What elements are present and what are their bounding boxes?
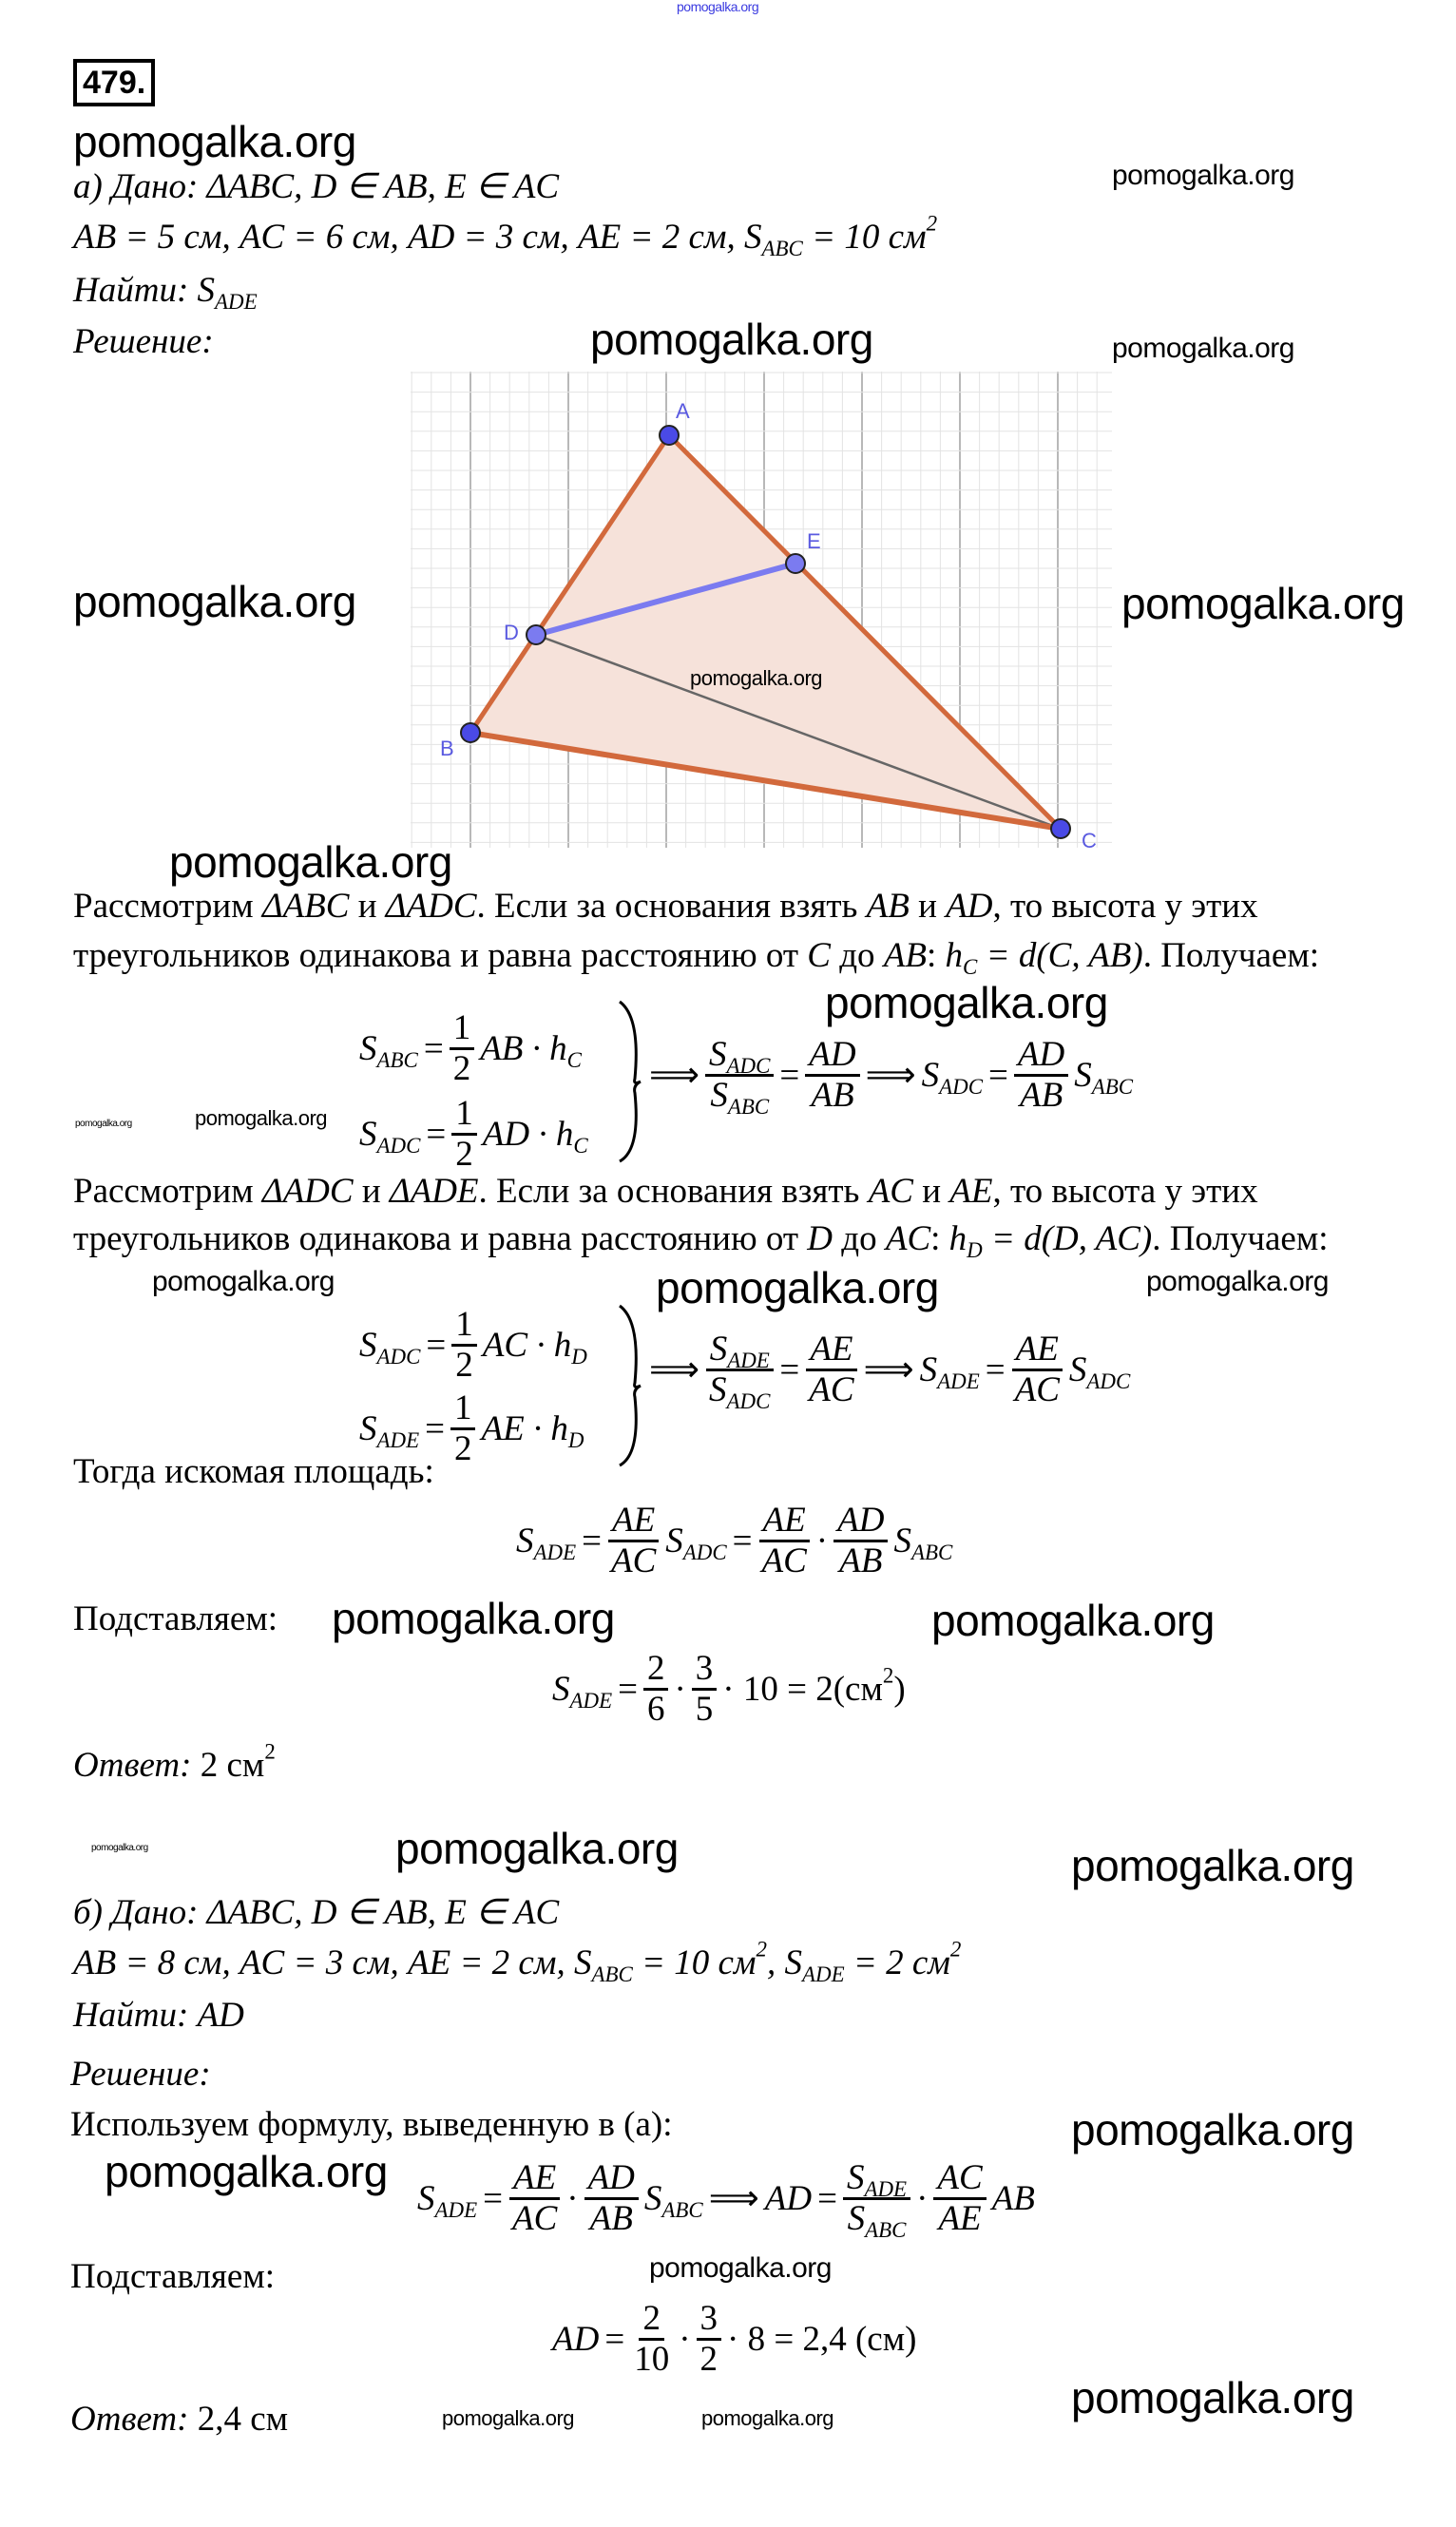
fraction <box>705 1035 774 1119</box>
substitute-label-b: Подставляем: <box>70 2257 276 2296</box>
given-label: б) Дано: <box>73 1893 199 1932</box>
watermark: pomogalka.org <box>395 1824 679 1873</box>
point-c <box>1051 819 1070 838</box>
implies: ⟹ <box>708 2179 759 2219</box>
brace-icon <box>616 1302 644 1468</box>
answer-value: 2 см <box>191 1746 265 1785</box>
implies: ⟹ <box>863 1350 914 1390</box>
dot: · <box>674 1669 686 1709</box>
given-text: ΔABC, D ∈ AB, E ∈ AC <box>206 167 560 206</box>
equals: = <box>732 1521 753 1560</box>
formula-s-abc <box>356 1009 584 1088</box>
fraction <box>451 1306 477 1385</box>
denominator: 10 <box>634 2339 670 2379</box>
subscript: ADE <box>569 1688 613 1713</box>
denominator: AB <box>1019 1075 1063 1115</box>
denominator: 5 <box>695 1689 714 1729</box>
watermark: pomogalka.org <box>195 1106 328 1130</box>
implies: ⟹ <box>649 1056 700 1096</box>
denominator: AB <box>589 2198 633 2238</box>
text: треугольников одинакова и равна расстоянию от <box>73 936 808 975</box>
text: и <box>353 1172 390 1211</box>
equals: = <box>779 1350 800 1389</box>
denominator: 2 <box>455 1134 473 1174</box>
subscript: ADE <box>864 2177 908 2202</box>
subscript: ADC <box>376 1133 421 1158</box>
math: AD <box>764 2178 813 2218</box>
dot: · <box>815 1521 829 1560</box>
fraction <box>607 1502 660 1580</box>
numerator: 1 <box>450 1009 475 1050</box>
equals: = <box>483 2178 503 2218</box>
watermark: pomogalka.org <box>656 1263 939 1312</box>
subscript: ADC <box>726 1388 771 1413</box>
math: ΔABC <box>261 887 350 926</box>
point-d <box>527 625 546 644</box>
fraction <box>705 1330 774 1413</box>
denominator: AC <box>809 1369 854 1409</box>
find-label: Найти: <box>73 271 189 310</box>
subscript: C <box>566 1047 582 1072</box>
dot: · <box>916 2178 929 2218</box>
superscript: 2 <box>949 1937 962 1962</box>
fraction <box>933 2159 986 2238</box>
fraction <box>805 1331 857 1409</box>
superscript: 2 <box>926 211 938 236</box>
numerator: AD <box>805 1036 859 1077</box>
answer-label: Ответ: <box>70 2400 189 2439</box>
formula-substituted-b <box>549 2300 919 2379</box>
denominator: AB <box>811 1075 854 1115</box>
equals: = <box>779 1055 800 1095</box>
numerator: AE <box>806 1331 856 1371</box>
numerator: 3 <box>697 2300 722 2341</box>
symbol: S <box>893 1521 911 1560</box>
math: h <box>945 936 964 975</box>
subscript: ABC <box>591 1962 633 1987</box>
symbol: S <box>643 2178 662 2218</box>
values-text: AB = 8 см, AC = 3 см, AE = 2 см, S <box>73 1943 592 1982</box>
watermark: pomogalka.org <box>1071 2373 1354 2422</box>
values-text: = 10 см <box>632 1943 757 1982</box>
problem-number: 479. <box>73 59 155 106</box>
numerator: 3 <box>692 1650 718 1691</box>
math: ) <box>893 1669 906 1709</box>
fraction <box>1014 1036 1068 1115</box>
subscript: ABC <box>761 237 803 261</box>
subscript: ADC <box>682 1540 727 1564</box>
symbol: S <box>1074 1055 1092 1095</box>
formula-s-adc <box>356 1095 591 1174</box>
text: . Если за основания взять <box>478 1172 869 1211</box>
part-b-solution-label: Решение: <box>70 2055 211 2094</box>
symbol: S <box>709 1035 727 1074</box>
subscript: ADE <box>533 1540 577 1564</box>
fraction <box>697 2300 722 2379</box>
symbol: S <box>709 1369 727 1409</box>
subscript: ABC <box>376 1047 418 1072</box>
denominator: AC <box>1014 1369 1060 1409</box>
label-e: E <box>807 529 821 553</box>
text: до <box>830 936 884 975</box>
find-label: Найти: <box>73 1996 189 2035</box>
text: Рассмотрим <box>73 887 262 926</box>
part-b-given <box>73 1891 559 1933</box>
equals: = <box>618 1669 638 1709</box>
denominator: 2 <box>453 1428 472 1468</box>
denominator: AE <box>938 2198 982 2238</box>
numerator: AE <box>509 2159 560 2200</box>
use-formula-text: Используем формулу, выведенную в (а): <box>70 2105 673 2144</box>
watermark: pomogalka.org <box>931 1596 1215 1645</box>
superscript: 2 <box>756 1937 768 1962</box>
numerator: 2 <box>643 1650 669 1691</box>
answer-label: Ответ: <box>73 1746 192 1785</box>
formula-ad-derivation <box>414 2158 1038 2242</box>
numerator: 1 <box>450 1389 476 1430</box>
math: ΔADC <box>261 1172 354 1211</box>
subscript: ADE <box>802 1962 845 1987</box>
values-text: AB = 5 см, AC = 6 см, AD = 3 см, AE = 2 см, S <box>73 218 762 257</box>
math: AB <box>883 936 928 975</box>
numerator: 1 <box>451 1095 477 1136</box>
text: и <box>349 887 386 926</box>
equals: = <box>817 2178 837 2218</box>
subscript: D <box>571 1344 587 1369</box>
text: , то высота у этих <box>992 887 1258 926</box>
given-label: а) Дано: <box>73 167 199 206</box>
math: h <box>948 1219 967 1258</box>
label-d: D <box>504 621 519 644</box>
symbol: S <box>921 1055 940 1095</box>
subscript: ABC <box>865 2217 907 2242</box>
subscript: ABC <box>1091 1074 1134 1099</box>
subscript: ADE <box>727 1349 770 1373</box>
text: Рассмотрим <box>73 1172 262 1211</box>
symbol: S <box>665 1521 683 1560</box>
fraction <box>450 1009 475 1088</box>
find-value: AD <box>188 1996 244 2035</box>
text: и <box>909 887 947 926</box>
watermark: pomogalka.org <box>1071 1841 1354 1890</box>
equals: = <box>985 1350 1006 1389</box>
watermark: pomogalka.org <box>701 2406 834 2430</box>
watermark: pomogalka.org <box>690 666 823 690</box>
fraction <box>805 1036 859 1115</box>
formula-s-adc-2 <box>356 1306 590 1385</box>
math: = d(C, AB) <box>977 936 1143 975</box>
subscript: ADC <box>939 1074 984 1099</box>
text: до <box>833 1219 886 1258</box>
denominator: AB <box>839 1541 883 1580</box>
symbol: S <box>1068 1350 1087 1389</box>
subscript: ABC <box>727 1094 770 1119</box>
fraction <box>833 1502 888 1580</box>
given-text: ΔABC, D ∈ AB, E ∈ AC <box>206 1893 560 1932</box>
formula-ratio-1 <box>646 1035 1136 1119</box>
symbol: S <box>710 1075 728 1115</box>
math: · 8 = 2,4 (см) <box>727 2319 917 2359</box>
math: C <box>807 936 831 975</box>
denominator: 2 <box>452 1048 471 1088</box>
fraction <box>584 2159 639 2238</box>
formula-substituted-a <box>549 1650 909 1729</box>
watermark: pomogalka.org <box>332 1594 615 1643</box>
math: AB <box>991 2178 1035 2218</box>
math: AD <box>946 887 993 926</box>
watermark: pomogalka.org <box>1146 1266 1329 1297</box>
numerator: AE <box>608 1502 659 1542</box>
symbol: S <box>359 1408 377 1448</box>
watermark: pomogalka.org <box>442 2406 575 2430</box>
watermark: pomogalka.org <box>91 1843 148 1853</box>
fraction <box>758 1502 811 1580</box>
formula-s-ade-result <box>513 1502 955 1580</box>
watermark: pomogalka.org <box>1112 160 1294 191</box>
equals: = <box>426 1325 447 1365</box>
implies: ⟹ <box>649 1350 700 1390</box>
watermark: pomogalka.org <box>825 978 1108 1027</box>
watermark: pomogalka.org <box>73 117 356 166</box>
subscript: D <box>967 1238 983 1263</box>
watermark: pomogalka.org <box>590 315 873 364</box>
answer-a <box>73 1739 276 1786</box>
math: AD <box>552 2319 600 2359</box>
symbol-s: S <box>197 271 216 310</box>
text: , то высота у этих <box>992 1172 1258 1211</box>
math: · 10 = 2(см <box>722 1669 883 1709</box>
numerator: 2 <box>639 2300 664 2341</box>
denominator: 2 <box>455 1345 473 1385</box>
part-a-solution-label: Решение: <box>73 322 214 361</box>
watermark-top[interactable]: pomogalka.org <box>677 0 759 14</box>
watermark: pomogalka.org <box>169 837 452 887</box>
fraction <box>451 1095 477 1174</box>
symbol: S <box>359 1325 377 1365</box>
answer-b <box>70 2399 288 2440</box>
fraction <box>643 1650 669 1729</box>
subscript: ADC <box>1086 1369 1131 1393</box>
math: AC <box>885 1219 931 1258</box>
math: AC · h <box>482 1325 572 1365</box>
fraction <box>450 1389 476 1468</box>
implies: ⟹ <box>865 1056 916 1096</box>
formula-ratio-2 <box>646 1330 1133 1413</box>
watermark: pomogalka.org <box>105 2147 388 2196</box>
symbol: S <box>919 1350 938 1389</box>
watermark: pomogalka.org <box>1112 333 1294 364</box>
watermark: pomogalka.org <box>1071 2105 1354 2154</box>
numerator: AE <box>1012 1331 1063 1371</box>
dot: · <box>679 2319 691 2359</box>
watermark: pomogalka.org <box>152 1266 335 1297</box>
equals: = <box>425 1408 445 1448</box>
subscript: ADE <box>434 2197 478 2222</box>
equals: = <box>604 2319 625 2359</box>
answer-value: 2,4 см <box>188 2400 289 2439</box>
fraction <box>843 2158 910 2242</box>
fraction <box>692 1650 718 1729</box>
label-b: B <box>440 737 454 760</box>
paragraph-2-line-1 <box>73 1171 1258 1212</box>
math: AD · h <box>482 1114 574 1154</box>
math: AC <box>868 1172 913 1211</box>
subscript: D <box>567 1427 584 1452</box>
math: ΔADE <box>389 1172 479 1211</box>
text: треугольников одинакова и равна расстоянию от <box>73 1219 808 1258</box>
watermark: pomogalka.org <box>1121 579 1405 628</box>
values-text: , S <box>767 1943 803 1982</box>
equals: = <box>426 1114 447 1154</box>
fraction <box>630 2300 673 2379</box>
symbol: S <box>846 2158 865 2197</box>
text: . Если за основания взять <box>476 887 867 926</box>
label-c: C <box>1082 829 1097 852</box>
math: D <box>807 1219 833 1258</box>
subscript: ADE <box>937 1369 980 1393</box>
triangle-fill <box>470 435 1061 829</box>
math: AE · h <box>481 1408 568 1448</box>
denominator: 6 <box>646 1689 665 1729</box>
math: = d(D, AC) <box>982 1219 1153 1258</box>
equals: = <box>423 1028 444 1068</box>
fraction <box>1011 1331 1063 1409</box>
subscript: ADE <box>376 1427 420 1452</box>
text: . Получаем: <box>1142 936 1320 975</box>
watermark: pomogalka.org <box>649 2252 832 2284</box>
denominator: AC <box>511 2198 558 2238</box>
subscript: C <box>573 1133 588 1158</box>
dot: · <box>566 2178 579 2218</box>
numerator: AC <box>933 2159 986 2200</box>
values-text: = 2 см <box>844 1943 950 1982</box>
text: : <box>927 936 946 975</box>
then-label: Тогда искомая площадь: <box>73 1452 434 1491</box>
denominator: 2 <box>699 2339 718 2379</box>
symbol: S <box>709 1330 728 1369</box>
symbol: S <box>359 1028 377 1068</box>
symbol: S <box>847 2198 866 2238</box>
part-b-find <box>73 1995 244 2036</box>
point-a <box>660 426 679 445</box>
denominator: AC <box>610 1541 657 1580</box>
subscript: ADC <box>726 1054 771 1079</box>
subscript: ADC <box>376 1344 421 1369</box>
symbol: S <box>417 2178 435 2218</box>
subscript: C <box>963 955 978 980</box>
equals: = <box>582 1521 602 1560</box>
point-b <box>461 723 480 742</box>
numerator: 1 <box>451 1306 477 1347</box>
math: AB <box>866 887 910 926</box>
superscript: 2 <box>882 1663 894 1688</box>
part-b-values <box>73 1937 962 1987</box>
subscript: ADE <box>215 290 258 315</box>
values-tail: = 10 см <box>802 218 927 257</box>
math: AE <box>949 1172 993 1211</box>
superscript: 2 <box>264 1739 276 1764</box>
brace-icon <box>616 998 644 1164</box>
math: ΔADC <box>385 887 477 926</box>
numerator: AD <box>833 1502 888 1542</box>
denominator: AC <box>761 1541 807 1580</box>
watermark: pomogalka.org <box>75 1119 132 1129</box>
numerator: AE <box>759 1502 810 1542</box>
text: . Получаем: <box>1152 1219 1329 1258</box>
label-a: A <box>676 399 690 423</box>
substitute-label-a: Подставляем: <box>73 1599 278 1638</box>
subscript: ABC <box>661 2197 703 2222</box>
text: : <box>930 1219 949 1258</box>
symbol: S <box>359 1114 377 1154</box>
equals: = <box>988 1055 1008 1095</box>
paragraph-2-line-2 <box>73 1218 1329 1263</box>
math: AB · h <box>480 1028 567 1068</box>
numerator: AD <box>1014 1036 1068 1077</box>
text: и <box>912 1172 950 1211</box>
watermark: pomogalka.org <box>73 577 356 626</box>
subscript: ABC <box>910 1540 953 1564</box>
fraction <box>508 2159 561 2238</box>
symbol: S <box>552 1669 570 1709</box>
point-e <box>786 554 805 573</box>
paragraph-1-line-2 <box>73 935 1320 980</box>
symbol: S <box>516 1521 534 1560</box>
numerator: AD <box>584 2159 639 2200</box>
